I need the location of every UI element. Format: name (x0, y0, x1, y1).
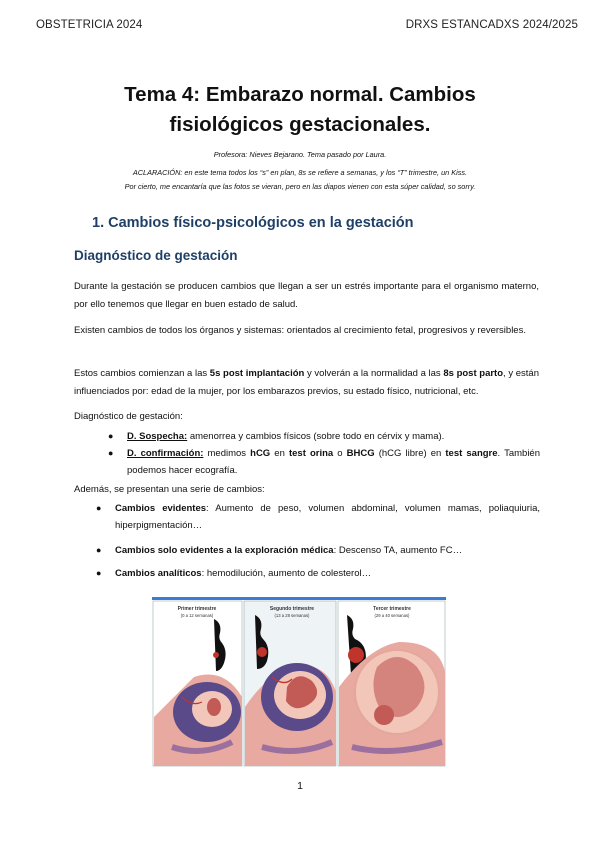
confirmacion-text-d: o (333, 448, 347, 459)
panel-3-sub: (29 a 40 semanas) (374, 613, 410, 618)
bullet-dot-icon: ● (108, 431, 114, 441)
bullet-cambios-analiticos (96, 565, 540, 582)
confirmacion-text-c: en (270, 448, 289, 459)
p3-bold-implantacion: 5s post implantación (209, 368, 305, 379)
cambio-label: Cambios evidentes (115, 503, 207, 514)
confirmacion-bold-hcg: hCG (250, 448, 271, 459)
panel-3-label: Tercer trimestre (373, 606, 411, 612)
document-title (0, 80, 600, 140)
confirmacion-bold-sangre: test sangre (445, 448, 498, 459)
confirmacion-text-a: medimos (203, 448, 251, 459)
page-number: 1 (297, 780, 303, 792)
bullet-dot-icon: ● (96, 568, 102, 578)
panel-1-sub: (0 a 12 semanas) (180, 613, 214, 618)
panel-tercer-trimestre (338, 601, 445, 766)
title-line-1: Tema 4: Embarazo normal. Cambios (124, 83, 476, 106)
aclaracion-note: ACLARACIÓN: en este tema todos los “s” en plan, 8s se refiere a semanas, y los “T” trimestre, un Kiss. (132, 168, 468, 177)
panel-1-label: Primer trimestre (177, 606, 217, 612)
bullet-dot-icon: ● (96, 503, 102, 513)
running-header-right: DRXS ESTANCADXS 2024/2025 (405, 19, 578, 31)
confirmacion-bold-bhcg: BHCG (346, 448, 375, 459)
p3-text-a: Estos cambios comienzan a las (74, 368, 210, 379)
sospecha-label: D. Sospecha: (127, 431, 188, 442)
bullet-confirmacion (108, 445, 540, 479)
paragraph-estres: Durante la gestación se producen cambios que llegan a ser un estrés importante para el organismo materno, por ello tenemos que llegar en buen estado de salud. (74, 281, 539, 310)
cambio-label: Cambios analíticos (115, 568, 202, 579)
panel-primer-trimestre (153, 601, 242, 766)
confirmacion-bold-orina: test orina (288, 448, 334, 459)
section-heading: 1. Cambios físico-psicológicos en la gestación (92, 215, 414, 231)
panel-2-label: Segundo trimestre (269, 606, 315, 612)
bullet-cambios-evidentes (96, 500, 540, 534)
sospecha-text: amenorrea y cambios físicos (sobre todo en cérvix y mama). (187, 431, 445, 442)
bullet-dot-icon: ● (96, 545, 102, 555)
paragraph-diagnostico-intro: Diagnóstico de gestación: (74, 411, 183, 422)
p3-text-d: , y están influenciados por: edad de la mujer, por los embarazos previos, su estado físico, nutricional, etc. (74, 368, 539, 397)
subsection-heading: Diagnóstico de gestación (74, 248, 238, 263)
paragraph-organos: Existen cambios de todos los órganos y sistemas: orientados al crecimiento fetal, progresivos y reversibles. (74, 325, 526, 336)
confirmacion-text-e: (hCG libre) en (374, 448, 446, 459)
panel-segundo-trimestre (244, 601, 336, 766)
confirmacion-text-f: . También podemos hacer ecografía. (127, 448, 540, 476)
fotos-note: Por cierto, me encantaría que las fotos se vieran, pero en las diapos vienen con esta súper calidad, so sorry. (124, 182, 476, 191)
cambio-text: : hemodilución, aumento de colesterol… (201, 568, 372, 579)
trimesters-illustration (152, 597, 446, 767)
cambio-label: Cambios solo evidentes a la exploración médica (115, 545, 334, 556)
paragraph-inicio-cambios (74, 365, 539, 401)
p3-text-c: y volverán a la normalidad a las (304, 368, 444, 379)
p3-bold-postparto: 8s post parto (443, 368, 504, 379)
title-line-2: fisiológicos gestacionales. (169, 113, 431, 136)
bullet-cambios-exploracion (96, 542, 540, 559)
trimesters-svg (152, 597, 446, 767)
bullet-sospecha (108, 428, 540, 445)
cambio-text: : Descenso TA, aumento FC… (333, 545, 463, 556)
panel-2-sub: (13 a 28 semanas) (274, 613, 310, 618)
cambio-text: : Aumento de peso, volumen abdominal, volumen mamas, poliaquiuria, hiperpigmentación… (115, 503, 540, 531)
profesora-note: Profesora: Nieves Bejarano. Tema pasado por Laura. (213, 150, 387, 159)
confirmacion-label: D. confirmación: (127, 448, 204, 459)
bullet-dot-icon: ● (108, 448, 114, 458)
paragraph-cambios-intro: Además, se presentan una serie de cambios: (74, 484, 265, 495)
running-header-left: OBSTETRICIA 2024 (36, 19, 143, 31)
